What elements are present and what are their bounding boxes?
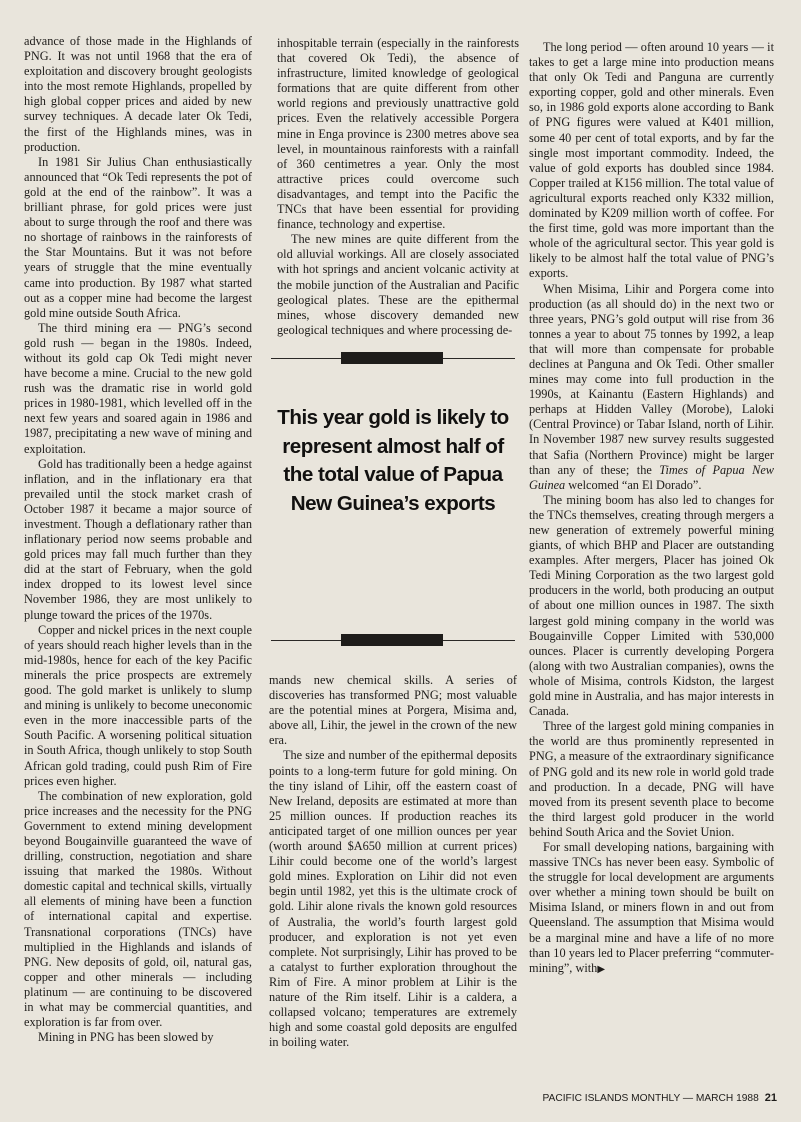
paragraph: Three of the largest gold mining companies in the world are thus prominently represented in PNG, a measure of the extraordinary significance of PNG gold and its new role in world gold trade and production. In a decade, PNG will have moved from its present seventh place to become the third largest gold producer in the world behind South Arica and the Soviet Union.	[529, 719, 774, 839]
column-3	[529, 40, 774, 977]
column-2-bottom	[269, 673, 517, 1050]
paragraph: The third mining era — PNG’s second gold rush — began in the 1980s. Indeed, without its gold cap Ok Tedi might never have become a mine. Crucial to the new gold rush was the dramatic rise in world gold prices in 1980-1981, which levelled off in the next few years and soared again in 1986 and 1987, precipitating a new wave of mining and exploitation.	[24, 320, 252, 456]
paragraph-text: When Misima, Lihir and Porgera come into production (as all should do) in the next two or three years, PNG’s gold output will rise from 36 tonnes a year to about 75 tonnes by 1992, a leap that will more than compensate for probable declines at Panguna and Ok Tedi. Other smaller mines may come into full production in the 1990s, at Kainantu (Eastern Highlands) and perhaps at Hidden Valley (Morobe), Laloki (Central Province) or Tabar Island, north of Lihir. In November 1987 new survey results suggested that Safia (Northern Province) might be larger than any of these; the	[529, 281, 774, 477]
column-1	[24, 34, 252, 1045]
page-footer	[527, 1092, 777, 1104]
pull-quote-text: This year gold is likely to represent almost half of the total value of Papua New Guinea’s exports	[277, 406, 509, 515]
paragraph: Gold has traditionally been a hedge against inflation, and in the inflationary era that prevailed until the stock market crash of October 1987 it became a major source of investment. Though a deflationary rather than inflationary period now seems probable and gold prices may fall much further than they did at the start of February, when the gold index dropped to its lowest level since November 1986, they are most unlikely to plunge toward the prices of the 1970s.	[24, 456, 252, 622]
masthead: PACIFIC ISLANDS MONTHLY — MARCH 1988	[542, 1093, 759, 1104]
paragraph-text: welcomed “an El Dorado”.	[565, 477, 702, 492]
paragraph: Copper and nickel prices in the next couple of years should reach higher levels than in the mid-1980s, hence for each of the key Pacific minerals the price prospects are extremely good. The gold market is unlikely to slump and mining is unlikely to become uneconomic even in the more inaccessible parts of the South Pacific. A worsening political situation in South Africa, though unlikely to stop South African gold trading, could push Rim of Fire prices even higher.	[24, 622, 252, 788]
paragraph	[529, 282, 774, 493]
paragraph: The long period — often around 10 years — it takes to get a large mine into production means that only Ok Tedi and Panguna are currently exporting copper, gold and other minerals. Even so, in 1986 gold exports alone according to Bank of PNG figures were valued at K401 million, some 40 per cent of total exports, and by far the single most important commodity. Indeed, the value of gold exports has doubled since 1984. Copper trailed at K156 million. The total value of agricultural exports reached only K332 million, dominated by K209 million worth of coffee. For the first time, gold was more important than the whole of the agricultural sector. This year gold is likely to be almost half the total value of PNG’s exports.	[529, 40, 774, 281]
column-2-top	[277, 36, 519, 338]
paragraph: The mining boom has also led to changes for the TNCs themselves, creating through mergers a new generation of extremely powerful mining giants, of which BHP and Placer are outstanding examples. After mergers, Placer has joined Ok Tedi Mining Corporation as the two largest gold producers in the world, both producing an output of about one million ounces in 1987. The sixth largest gold mining company in the world was Bougainville Copper Limited with 530,000 ounces. Placer is currently developing Porgera (along with two Australian companies), owns the whole of Misima, controls Kidston, the largest gold mine in Australia, and has major interests in Canada.	[529, 492, 774, 719]
paragraph: inhospitable terrain (especially in the rainforests that covered Ok Tedi), the absence of infrastructure, limited knowledge of geological formations that are quite different from other world regions and previously unattractive gold prices. Even the relatively accessible Porgera mine in Enga province is 2300 metres above sea level, in mountainous rainforests with a rainfall of 360 centimetres a year. Only the most attractive prices could overcome such disadvantages, and tempt into the Pacific the TNCs that have been essential for providing finance, technology and expertise.	[277, 36, 519, 232]
paragraph: mands new chemical skills. A series of discoveries has transformed PNG; most valuable are the potential mines at Porgera, Misima and, above all, Lihir, the jewel in the crown of the new era.	[269, 673, 517, 748]
pull-quote	[271, 352, 515, 652]
paragraph: The size and number of the epithermal deposits points to a long-term future for gold mining. On the tiny island of Lihir, off the eastern coast of New Ireland, deposits are estimated at more than 25 million ounces. If production reaches its anticipated target of one million ounces per year (worth around $A650 million at current prices) Lihir could become one of the world’s largest gold mines. Exploration on Lihir did not even begin until 1982, yet this is the ultimate crock of gold. Lihir alone rivals the known gold resources of Australia, the world’s fourth largest gold producer, and exploration is not yet even complete. Not surprisingly, Lihir has proved to be a catalyst to further exploration throughout the Rim of Fire. A minor problem at Lihir is the nature of the Rim itself. Lihir is a caldera, a collapsed volcano; temperatures are extremely high and some coastal gold deposits are engulfed in boiling water.	[269, 748, 517, 1050]
paragraph-text: For small developing nations, bargaining with massive TNCs has never been easy. Symbolic of the struggle for local development are arguments over whether a mining town should be built on Misima Island, or miners flown in and out from Queensland. The assumption that Misima would be a marginal mine and have a life of no more than 10 years led to Placer preferring “commuter-mining”, with	[529, 839, 774, 975]
paragraph	[529, 840, 774, 977]
continue-arrow-icon: ▶	[597, 963, 606, 975]
pull-quote-bottom-bar	[341, 634, 443, 646]
paragraph: The combination of new exploration, gold price increases and the necessity for the PNG Government to extend mining development beyond Bougainville guaranteed the wave of drilling, construction, negotiation and share issuing that marked the 1980s. Without domestic capital and technical skills, virtually all elements of mining have been a function of international capital and expertise. Transnational corporations (TNCs) have multiplied in the Highlands and islands of PNG. New deposits of gold, oil, natural gas, copper and other minerals — including platinum — are continuing to be discovered in what may be commercial quantities, and exploration is far from over.	[24, 788, 252, 1030]
pull-quote-top-bar	[341, 352, 443, 364]
page-number: 21	[764, 1092, 777, 1104]
publication-title: Times of Papua New Guinea	[529, 462, 774, 492]
paragraph: Mining in PNG has been slowed by	[38, 1030, 214, 1045]
paragraph: In 1981 Sir Julius Chan enthusiastically announced that “Ok Tedi represents the pot of gold at the end of the rainbow”. It was a brilliant phrase, for gold prices were just about to surge through the roof and there was no shortage of rainbows in the rainforests of the Star Mountains. But it was not before years of struggle that the mine eventually came into production. By 1987 what started out as a copper mine had become the largest gold mine outside South Africa.	[24, 154, 252, 320]
paragraph: The new mines are quite different from the old alluvial workings. All are closely associated with hot springs and ancient volcanic activity at the mobile junction of the Australian and Pacific geological plates. These are the epithermal mines, whose discovery demanded new geological techniques and where processing de-	[277, 232, 519, 337]
paragraph: advance of those made in the Highlands of PNG. It was not until 1968 that the era of exploitation and discovery brought geologists into the most remote Highlands, propelled by high global copper prices and aided by new survey techniques. A decade later Ok Tedi, the first of the Highlands mines, was in production.	[24, 34, 252, 154]
